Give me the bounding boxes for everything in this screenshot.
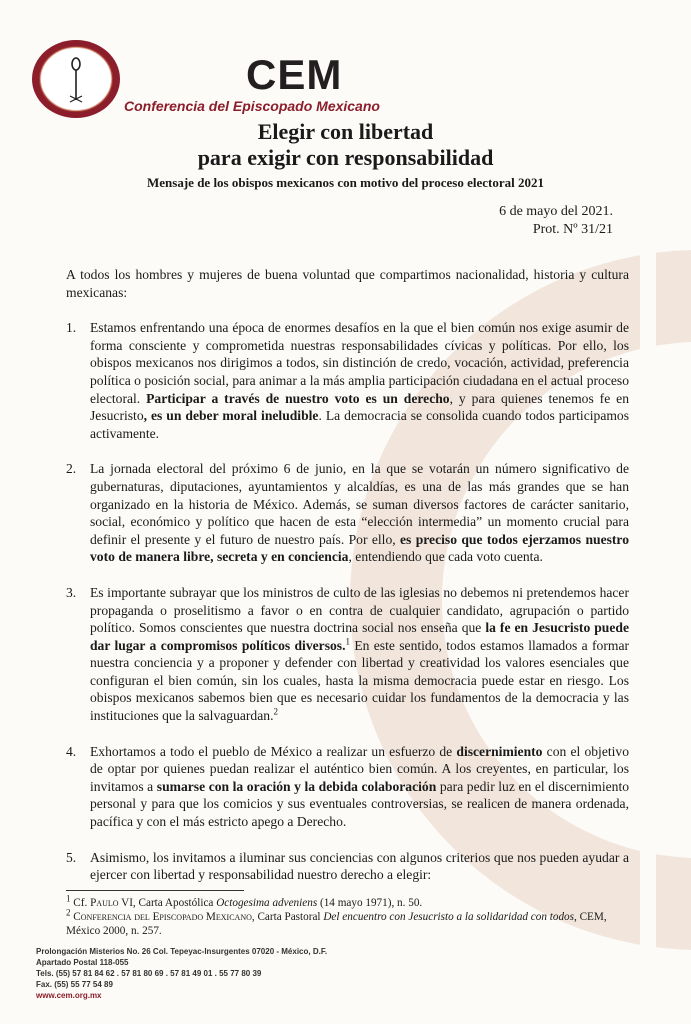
text-run: En este sentido, todos estamos llamados a formar nuestra conciencia y a proponer y defender con libertad y creatividad los valores esenciales que configuran el bien común, sin los cuales, hasta la misma democracia puede estar en riesgo. Los obispos mexicanos sabemos bien que es necesario cuidar los fundamentos de la democracia y las instituciones que la salvaguardan. [90,637,629,724]
text-run: . La democracia se consolida cuando todos participamos activamente. [90,408,630,441]
footnote-reference-1[interactable]: 1 [345,636,350,647]
text-run: Exhortamos a todo el pueblo de México a realizar un esfuerzo de [90,743,457,759]
paragraph-text [90,743,629,831]
work-title: Del encuentro con Jesucristo a la solidaridad con todos [323,911,574,923]
text-run: Estamos enfrentando una época de enormes desafíos en la que el bien común nos exige asumir de forma consciente y comprometida nuestras responsabilidades cívicas y políticas. Por ello, los obispos mexicanos nos dirigimos a todos, sin distinción de credo, vocación, actividad, preferencia política o posición social, para animar a la más amplia participación ciudadana en el actual proceso electoral. [90,320,629,406]
numbered-paragraph-4 [66,743,629,831]
author-name: Paulo VI [90,897,133,909]
footnote-divider [66,890,244,891]
paragraph-text [90,849,629,884]
bold-text-run: la fe en Jesucristo puede dar lugar a compromisos políticos diversos. [90,620,629,653]
numbered-paragraph-1 [66,319,629,442]
text-run: para pedir luz en el discernimiento personal y para que los comicios y sus eventuales controversias, se realicen de manera ordenada, pacífica y con el más estricto apego a Derecho. [90,778,630,830]
footnote-reference-2[interactable]: 2 [273,706,278,717]
author-name: Conferencia del Episcopado Mexicano [73,911,252,923]
paragraph-text [90,460,629,566]
footnote-mark: 2 [66,907,71,918]
numbered-paragraph-2 [66,460,629,566]
bold-text-run: Participar a través de nuestro voto es un derecho [146,390,450,406]
paragraph-number: 3. [66,584,77,600]
text-run: con el objetivo de optar por quienes puedan realizar el auténtico bien común. A los creyentes, en particular, los invitamos a [90,743,629,794]
website-link[interactable]: www.cem.org.mx [36,991,102,1000]
letter-body [66,266,629,902]
text-run: , CEM, México 2000, n. 257. [66,911,607,937]
document-date: 6 de mayo del 2021. [499,204,613,219]
numbered-paragraph-5 [66,849,629,884]
document-subtitle: Mensaje de los obispos mexicanos con motivo del proceso electoral 2021 [147,175,544,190]
protocol-number: Prot. Nº 31/21 [532,222,613,237]
text-run: (14 mayo 1971), n. 50. [317,897,423,909]
text-run: Es importante subrayar que los ministros de culto de las iglesias no debemos ni pretendemos hacer propaganda o proselitismo a favor o en contra de cualquier candidato, agrupación o partido político. Somos conscientes que nuestra doctrina social nos enseña que [90,584,629,636]
text-run: , y para quienes tenemos fe en Jesucristo [90,390,629,424]
bold-text-run: , es un deber moral ineludible [143,408,319,424]
work-title: Octogesima adveniens [216,897,318,909]
text-run: , Carta Pastoral [251,911,324,923]
text-run: La jornada electoral del próximo 6 de junio, en la que se votarán un número significativo de gubernaturas, diputaciones, ayuntamientos y alcaldías, es una de las más grandes que se han organizado en la historia de México. Además, se suman diversos factores de carácter sanitario, social, económico y político que hacen de esta “elección intermedia” un momento crucial para definir el presente y el futuro de nuestro país. Por ello, [90,461,629,547]
paragraph-number: 5. [66,849,77,865]
paragraph-number: 2. [66,461,77,477]
street-address: Prolongación Misterios No. 26 Col. Tepeyac-Insurgentes 07020 - México, D.F. [36,947,328,956]
text-run: Asimismo, los invitamos a iluminar sus conciencias con algunos criterios que nos pueden ayudar a ejercer con libertad y responsabilidad nuestro derecho a elegir: [90,849,629,883]
postal-box: Apartado Postal 118-055 [36,958,129,967]
dateline [499,203,613,239]
paragraph-text [90,319,629,442]
document-title-block [0,119,691,193]
bold-text-run: discernimiento [456,743,543,759]
paragraph-text [90,584,629,725]
footnotes [66,893,626,938]
text-run: , Carta Apostólica [132,897,217,909]
numbered-paragraph-3 [66,584,629,725]
footnote-1 [66,893,626,910]
footnote-2 [66,907,626,938]
title-line-1: Elegir con libertad [257,119,434,144]
cem-logo-icon [30,38,126,120]
fax-number: Fax. (55) 55 77 54 89 [36,980,113,989]
cem-full-name: Conferencia del Episcopado Mexicano [124,98,380,114]
paragraph-number: 4. [66,743,77,759]
contact-address-block [36,946,436,1001]
cem-acronym: CEM [246,51,343,98]
bold-text-run: es preciso que todos ejerzamos nuestro voto de manera libre, secreta y en conciencia [90,531,629,565]
phone-numbers: Tels. (55) 57 81 84 62 . 57 81 80 69 . 57 81 49 01 . 55 77 80 39 [36,969,262,978]
footnote-mark: 1 [66,893,71,904]
salutation: A todos los hombres y mujeres de buena voluntad que compartimos nacionalidad, historia y cultura mexicanas: [66,267,629,300]
title-line-2: para exigir con responsabilidad [197,145,494,170]
bold-text-run: sumarse con la oración y la debida colaboración [156,778,437,794]
text-run: , entendiendo que cada voto cuenta. [348,549,543,565]
paragraph-number: 1. [66,320,77,336]
text-run: Cf. [70,897,91,909]
